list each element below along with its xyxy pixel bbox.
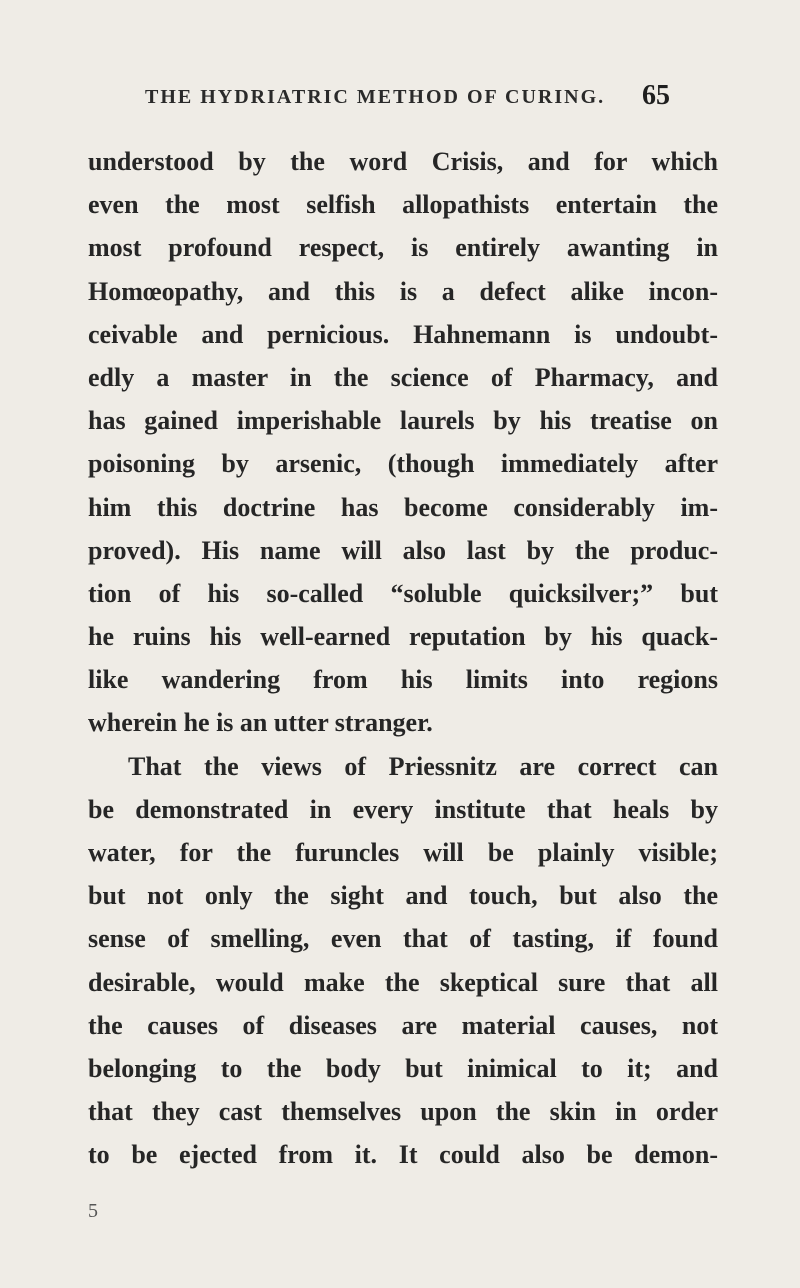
text-line: be demonstrated in every institute that heals by <box>88 794 718 824</box>
text-line: has gained imperishable laurels by his treatise on <box>88 406 718 436</box>
text-line: the causes of diseases are material causes, not <box>88 1010 718 1040</box>
signature-mark: 5 <box>88 1200 98 1222</box>
text-line: him this doctrine has become considerably im- <box>88 492 718 522</box>
text-line: ceivable and pernicious. Hahnemann is undoubt- <box>88 319 718 349</box>
text-line: most profound respect, is entirely awanting in <box>88 233 718 263</box>
body-text <box>88 140 718 1177</box>
text-line: even the most selfish allopathists entertain the <box>88 190 718 220</box>
text-line: to be ejected from it. It could also be demon- <box>88 1140 718 1170</box>
text-line: but not only the sight and touch, but also the <box>88 881 718 911</box>
running-head: THE HYDRIATRIC METHOD OF CURING. <box>145 86 606 108</box>
text-line: he ruins his well-earned reputation by his quack- <box>88 622 718 652</box>
text-line: tion of his so-called “soluble quicksilver;” but <box>88 578 718 608</box>
text-line: belonging to the body but inimical to it; and <box>88 1053 718 1083</box>
text-line: water, for the furuncles will be plainly visible; <box>88 838 718 867</box>
text-line: sense of smelling, even that of tasting, if found <box>88 924 718 954</box>
text-line: edly a master in the science of Pharmacy, and <box>88 362 718 392</box>
text-line: understood by the word Crisis, and for which <box>88 147 718 176</box>
text-line: like wandering from his limits into regions <box>88 665 718 695</box>
text-line: desirable, would make the skeptical sure that all <box>88 967 718 997</box>
text-line: proved). His name will also last by the produc- <box>88 535 718 565</box>
text-line: wherein he is an utter stranger. <box>88 708 433 738</box>
text-line: that they cast themselves upon the skin in order <box>88 1097 718 1127</box>
page-number: 65 <box>642 80 670 111</box>
text-line: poisoning by arsenic, (though immediately after <box>88 449 718 479</box>
text-line: Homœopathy, and this is a defect alike incon- <box>88 276 718 306</box>
text-line: That the views of Priessnitz are correct can <box>128 751 718 781</box>
